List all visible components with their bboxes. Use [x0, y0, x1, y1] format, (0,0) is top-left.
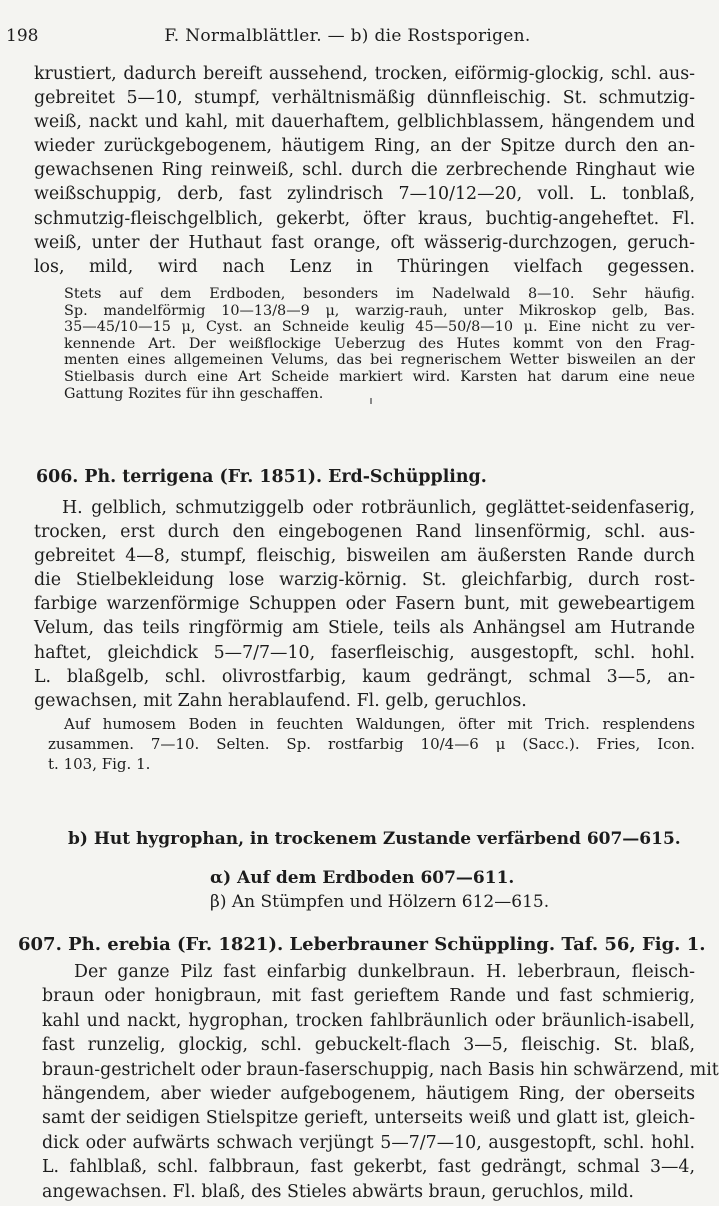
text-line: samt der seidigen Stielspitze gerieft, unterseits weiß und glatt ist, gleich-: [42, 1108, 695, 1129]
key-b-line: b) Hut hygrophan, in trockenem Zustande verfärbend 607—615.: [68, 829, 681, 849]
text-line: haftet, gleichdick 5—7/7—10, faserfleischig, ausgestopft, schl. hohl.: [34, 642, 695, 663]
note-line: Gattung Rozites für ihn geschaffen.: [64, 385, 324, 402]
text-line: dick oder aufwärts schwach verjüngt 5—7/7—10, ausgestopft, schl. hohl.: [42, 1132, 695, 1153]
text-line: trocken, erst durch den eingebogenen Rand linsenförmig, schl. aus-: [34, 522, 695, 543]
text-line: H. gelblich, schmutziggelb oder rotbräunlich, geglättet-seidenfaserig,: [62, 498, 695, 518]
running-header: [6, 26, 689, 52]
key-heading: [68, 829, 695, 849]
note-line: kennende Art. Der weißflockige Ueberzug des Hutes kommt von den Frag-: [64, 335, 695, 352]
note-line: 35—45/10—15 μ, Cyst. an Schneide keulig 45—50/8—10 μ. Eine nicht zu ver-: [64, 319, 695, 336]
text-line: farbige warzenförmige Schuppen oder Fasern bunt, mit gewebeartigem: [34, 594, 695, 615]
text-line: gewachsen, mit Zahn herablaufend. Fl. gelb, geruchlos.: [34, 690, 527, 711]
key-alpha: [210, 868, 695, 888]
species-606-note: [48, 714, 695, 774]
note-line: menten eines allgemeinen Velums, das bei regnerischem Wetter bisweilen an der: [64, 352, 695, 369]
species-607-description: [42, 960, 719, 1204]
species-heading: 607. Ph. erebia (Fr. 1821). Leberbrauner Schüppling. Taf. 56, Fig. 1.: [18, 934, 706, 955]
page-mark: [370, 398, 372, 404]
note-line: Stets auf dem Erdboden, besonders im Nadelwald 8—10. Sehr häufig.: [64, 286, 695, 302]
text-line: fast runzelig, glockig, schl. gebuckelt-flach 3—5, fleischig. St. blaß,: [42, 1035, 695, 1056]
text-line: kahl und nackt, hygrophan, trocken fahlbräunlich oder bräunlich-isabell,: [42, 1010, 695, 1031]
text-line: los, mild, wird nach Lenz in Thüringen vielfach gegessen.: [34, 256, 695, 277]
text-line: schmutzig-fleischgelblich, gekerbt, öfter kraus, buchtig-angeheftet. Fl.: [34, 208, 695, 229]
text-line: braun oder honigbraun, mit fast gerieftem Rande und fast schmierig,: [42, 986, 695, 1007]
text-line: wieder zurückgebogenem, häutigem Ring, an der Spitze durch den an-: [34, 136, 695, 157]
text-line: hängendem, aber wieder aufgebogenem, häutigem Ring, der oberseits: [42, 1084, 695, 1105]
text-line: gebreitet 5—10, stumpf, verhältnismäßig dünnfleischig. St. schmutzig-: [34, 88, 695, 109]
key-beta: [210, 892, 695, 912]
species-606-description: [34, 496, 695, 713]
text-line: weiß, unter der Huthaut fast orange, oft wässerig-durchzogen, geruch-: [34, 232, 695, 253]
species-606-heading: [36, 465, 695, 489]
species-607-heading: [18, 934, 706, 955]
note-line: Stielbasis durch eine Art Scheide markiert wird. Karsten hat darum eine neue: [64, 368, 695, 385]
text-line: L. blaßgelb, schl. olivrostfarbig, kaum gedrängt, schmal 3—5, an-: [34, 666, 695, 687]
note-line: Auf humosem Boden in feuchten Waldungen, öfter mit Trich. resplendens: [64, 715, 695, 733]
text-line: braun-gestrichelt oder braun-faserschuppig, nach Basis hin schwärzend, mit: [42, 1059, 719, 1080]
text-line: weißschuppig, derb, fast zylindrisch 7—10/12—20, voll. L. tonblaß,: [34, 184, 695, 205]
text-line: L. fahlblaß, schl. falbbraun, fast gekerbt, fast gedrängt, schmal 3—4,: [42, 1157, 695, 1178]
text-line: Velum, das teils ringförmig am Stiele, teils als Anhängsel am Hutrande: [34, 618, 695, 639]
text-line: gewachsenen Ring reinweiß, schl. durch die zerbrechende Ringhaut wie: [34, 160, 695, 181]
key-beta-line: β) An Stümpfen und Hölzern 612—615.: [210, 892, 550, 912]
text-line: angewachsen. Fl. blaß, des Stieles abwärts braun, geruchlos, mild.: [42, 1181, 634, 1202]
text-line: Der ganze Pilz fast einfarbig dunkelbraun. H. leberbraun, fleisch-: [74, 962, 695, 982]
running-title: F. Normalblättler. — b) die Rostsporigen.: [164, 26, 531, 46]
text-line: die Stielbekleidung lose warzig-körnig. St. gleichfarbig, durch rost-: [34, 570, 695, 591]
note-line: Sp. mandelförmig 10—13/8—9 μ, warzig-rauh, unter Mikroskop gelb, Bas.: [64, 302, 695, 319]
note-line: zusammen. 7—10. Selten. Sp. rostfarbig 10/4—6 μ (Sacc.). Fries, Icon.: [48, 735, 695, 753]
text-line: krustiert, dadurch bereift aussehend, trocken, eiförmig-glockig, schl. aus-: [34, 64, 695, 84]
species-heading: 606. Ph. terrigena (Fr. 1851). Erd-Schüppling.: [36, 467, 487, 487]
page-number: 198: [6, 26, 39, 46]
text-line: gebreitet 4—8, stumpf, fleischig, bisweilen am äußersten Rande durch: [34, 546, 695, 567]
key-alpha-line: α) Auf dem Erdboden 607—611.: [210, 868, 515, 888]
text-line: weiß, nackt und kahl, mit dauerhaftem, gelblichblassem, hängendem und: [34, 112, 695, 133]
note-line: t. 103, Fig. 1.: [48, 755, 151, 773]
habitat-note: [64, 286, 695, 402]
continuation-paragraph: [34, 62, 695, 279]
